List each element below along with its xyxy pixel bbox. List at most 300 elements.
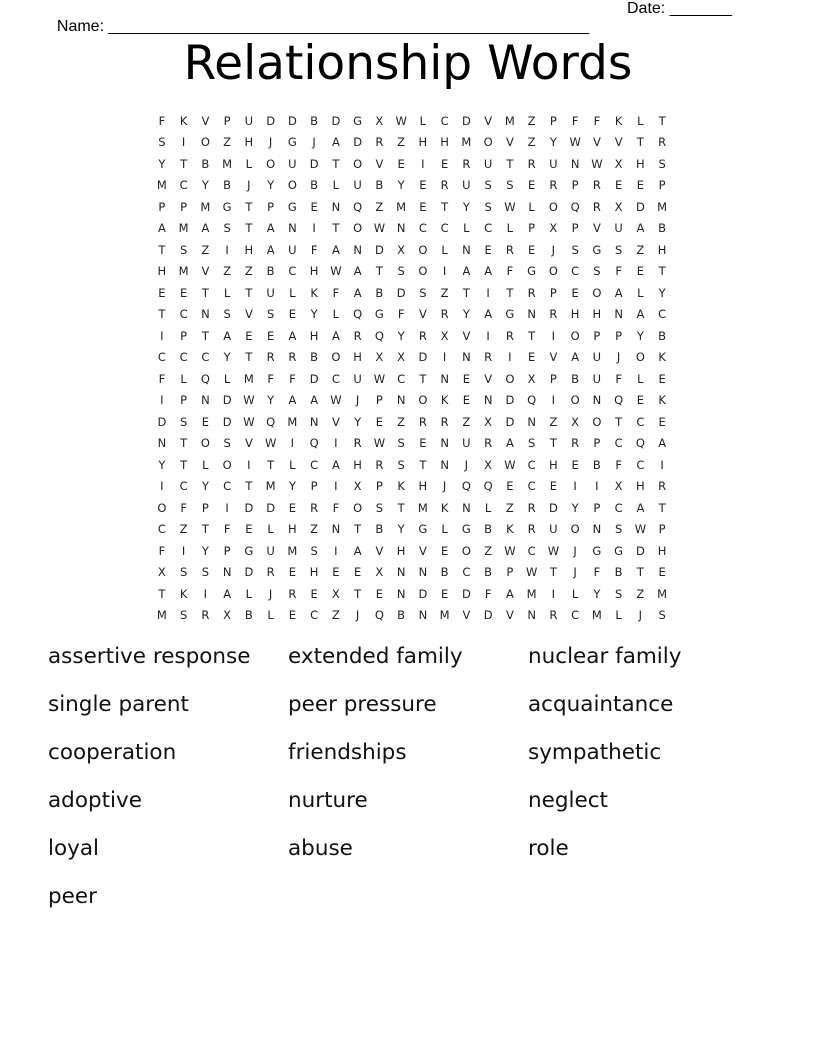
grid-letter: R xyxy=(527,156,536,171)
grid-letter: T xyxy=(528,328,536,343)
grid-letter: A xyxy=(571,350,580,365)
grid-letter: S xyxy=(593,264,601,279)
grid-letter: D xyxy=(244,500,254,515)
grid-letter: T xyxy=(549,565,557,580)
grid-letter: S xyxy=(223,307,231,322)
grid-letter: U xyxy=(614,221,623,236)
grid-letter: U xyxy=(288,156,297,171)
grid-letter: O xyxy=(353,156,363,171)
grid-letter: T xyxy=(506,156,514,171)
grid-letter: J xyxy=(442,479,447,494)
grid-letter: T xyxy=(658,264,666,279)
grid-letter: R xyxy=(353,436,362,451)
grid-letter: C xyxy=(658,307,667,322)
grid-letter: F xyxy=(332,500,340,515)
grid-letter: S xyxy=(571,242,579,257)
grid-letter: H xyxy=(570,307,580,322)
grid-letter: P xyxy=(593,436,601,451)
grid-letter: M xyxy=(156,178,167,193)
grid-letter: W xyxy=(373,371,386,386)
grid-letter: E xyxy=(288,307,297,322)
grid-letter: Q xyxy=(635,436,645,451)
grid-letter: I xyxy=(181,543,186,558)
grid-letter: E xyxy=(440,543,449,558)
grid-letter: S xyxy=(614,586,623,601)
grid-letter: X xyxy=(375,350,384,365)
grid-letter: Y xyxy=(571,500,579,515)
grid-letter: P xyxy=(375,393,383,408)
grid-letter: N xyxy=(440,457,449,472)
grid-letter: E xyxy=(571,457,579,472)
grid-letter: E xyxy=(201,414,210,429)
grid-letter: S xyxy=(506,178,514,193)
grid-letter: Y xyxy=(201,479,209,494)
grid-letter: E xyxy=(288,565,297,580)
word-bank-item: friendships xyxy=(288,740,407,765)
grid-letter: R xyxy=(440,307,449,322)
grid-letter: U xyxy=(483,156,493,171)
grid-letter: O xyxy=(570,393,580,408)
grid-letter: S xyxy=(179,608,188,623)
grid-letter: M xyxy=(178,264,189,279)
grid-letter: Z xyxy=(440,285,449,300)
grid-letter: Q xyxy=(614,393,624,408)
grid-letter: T xyxy=(158,242,166,257)
grid-letter: G xyxy=(287,135,297,150)
grid-letter: F xyxy=(310,242,318,257)
grid-letter: P xyxy=(593,328,601,343)
grid-letter: E xyxy=(658,414,666,429)
grid-letter: X xyxy=(440,328,449,343)
grid-letter: T xyxy=(245,199,253,214)
grid-letter: R xyxy=(592,178,601,193)
grid-letter: I xyxy=(486,328,490,343)
grid-letter: L xyxy=(332,178,340,193)
grid-letter: N xyxy=(396,586,406,601)
name-field-label: Name: ______________________________________________________ xyxy=(56,18,589,35)
grid-letter: S xyxy=(179,414,188,429)
grid-letter: B xyxy=(310,350,319,365)
grid-letter: Q xyxy=(309,436,319,451)
grid-letter: D xyxy=(331,113,341,128)
grid-letter: O xyxy=(570,328,580,343)
grid-letter: Q xyxy=(527,393,537,408)
grid-letter: L xyxy=(441,522,448,537)
grid-letter: J xyxy=(247,178,251,193)
grid-letter: T xyxy=(658,113,666,128)
grid-letter: Y xyxy=(267,393,275,408)
grid-letter: I xyxy=(203,586,208,601)
grid-letter: K xyxy=(440,500,449,515)
grid-letter: A xyxy=(484,264,493,279)
grid-row xyxy=(151,368,673,390)
grid-letter: T xyxy=(549,436,557,451)
grid-letter: T xyxy=(201,522,209,537)
grid-letter: I xyxy=(181,135,186,150)
grid-letter: T xyxy=(354,522,362,537)
grid-letter: U xyxy=(266,285,275,300)
grid-letter: U xyxy=(549,522,558,537)
grid-row xyxy=(151,433,673,455)
grid-letter: H xyxy=(440,135,449,150)
grid-letter: S xyxy=(484,199,492,214)
grid-letter: W xyxy=(264,436,277,451)
grid-letter: C xyxy=(157,522,166,537)
grid-letter: S xyxy=(614,522,623,537)
grid-letter: N xyxy=(462,350,471,365)
grid-letter: W xyxy=(330,264,342,279)
grid-letter: W xyxy=(395,113,407,128)
grid-letter: E xyxy=(288,608,297,623)
grid-letter: A xyxy=(310,393,319,408)
word-bank-item: nuclear family xyxy=(528,644,682,669)
grid-letter: H xyxy=(309,565,319,580)
grid-letter: I xyxy=(160,328,164,343)
grid-letter: H xyxy=(418,479,428,494)
grid-letter: P xyxy=(658,178,666,193)
grid-letter: H xyxy=(353,457,362,472)
grid-letter: R xyxy=(201,608,210,623)
grid-letter: G xyxy=(353,113,363,128)
grid-letter: P xyxy=(658,522,666,537)
grid-letter: N xyxy=(157,436,167,451)
grid-letter: D xyxy=(505,393,515,408)
grid-letter: H xyxy=(636,479,645,494)
grid-letter: R xyxy=(549,307,558,322)
grid-letter: E xyxy=(527,178,536,193)
grid-letter: E xyxy=(288,500,297,515)
grid-letter: O xyxy=(548,264,558,279)
grid-letter: N xyxy=(592,393,602,408)
grid-letter: E xyxy=(158,285,166,300)
grid-letter: R xyxy=(375,135,384,150)
grid-letter: F xyxy=(615,371,622,386)
grid-letter: R xyxy=(484,436,493,451)
grid-letter: C xyxy=(440,221,449,236)
grid-letter: Z xyxy=(484,543,493,558)
grid-letter: M xyxy=(243,371,254,386)
grid-letter: E xyxy=(527,242,536,257)
grid-letter: C xyxy=(440,113,449,128)
grid-letter: S xyxy=(614,242,623,257)
grid-letter: W xyxy=(373,221,386,236)
grid-letter: F xyxy=(615,264,622,279)
grid-letter: V xyxy=(462,328,471,343)
grid-letter: E xyxy=(310,199,318,214)
grid-letter: M xyxy=(178,221,189,236)
grid-letter: W xyxy=(634,522,647,537)
grid-letter: I xyxy=(508,350,512,365)
grid-letter: A xyxy=(505,436,514,451)
grid-letter: C xyxy=(179,350,188,365)
grid-letter: H xyxy=(657,543,667,558)
grid-letter: E xyxy=(462,371,471,386)
grid-letter: T xyxy=(158,307,166,322)
grid-letter: K xyxy=(506,522,514,537)
grid-letter: M xyxy=(461,135,472,150)
grid-letter: T xyxy=(462,285,470,300)
grid-letter: W xyxy=(525,565,538,580)
grid-letter: Q xyxy=(374,608,384,623)
grid-letter: X xyxy=(157,565,166,580)
grid-letter: D xyxy=(418,586,428,601)
grid-letter: D xyxy=(309,371,319,386)
grid-letter: N xyxy=(614,307,623,322)
grid-letter: M xyxy=(200,199,211,214)
grid-letter: I xyxy=(160,479,164,494)
grid-letter: F xyxy=(158,543,166,558)
word-bank-item: neglect xyxy=(528,788,608,813)
grid-letter: M xyxy=(439,608,450,623)
grid-letter: N xyxy=(527,608,536,623)
grid-letter: Q xyxy=(374,328,384,343)
grid-letter: C xyxy=(571,264,580,279)
grid-letter: N xyxy=(440,436,449,451)
grid-letter: U xyxy=(288,242,297,257)
grid-letter: Y xyxy=(158,457,166,472)
grid-letter: T xyxy=(245,350,253,365)
grid-letter: R xyxy=(505,328,514,343)
grid-letter: A xyxy=(353,285,362,300)
grid-letter: G xyxy=(592,242,602,257)
grid-letter: R xyxy=(288,586,297,601)
grid-letter: R xyxy=(440,414,449,429)
grid-letter: G xyxy=(592,543,602,558)
grid-letter: R xyxy=(658,479,667,494)
grid-letter: I xyxy=(551,328,556,343)
grid-letter: P xyxy=(180,328,188,343)
grid-letter: I xyxy=(225,500,229,515)
grid-letter: B xyxy=(614,565,623,580)
grid-letter: Y xyxy=(549,135,557,150)
grid-letter: E xyxy=(636,264,645,279)
grid-letter: E xyxy=(419,199,427,214)
grid-letter: F xyxy=(158,371,166,386)
grid-letter: O xyxy=(592,414,602,429)
grid-letter: Y xyxy=(593,586,601,601)
grid-letter: G xyxy=(461,522,471,537)
word-bank-item: single parent xyxy=(48,692,189,717)
grid-letter: T xyxy=(180,436,188,451)
grid-letter: R xyxy=(266,565,275,580)
grid-letter: V xyxy=(375,543,384,558)
grid-letter: D xyxy=(483,608,493,623)
grid-letter: S xyxy=(179,565,188,580)
grid-letter: T xyxy=(419,457,427,472)
grid-letter: G xyxy=(614,543,624,558)
grid-letter: J xyxy=(551,242,556,257)
grid-letter: T xyxy=(441,199,449,214)
grid-letter: R xyxy=(375,457,384,472)
grid-letter: K xyxy=(658,393,666,408)
grid-letter: O xyxy=(222,457,232,472)
grid-letter: T xyxy=(636,135,644,150)
grid-letter: P xyxy=(223,113,231,128)
grid-letter: W xyxy=(591,156,603,171)
grid-letter: V xyxy=(375,156,384,171)
grid-letter: T xyxy=(180,457,188,472)
grid-letter: A xyxy=(266,242,275,257)
grid-letter: J xyxy=(268,135,273,150)
grid-letter: C xyxy=(636,457,645,472)
grid-letter: Z xyxy=(331,608,340,623)
grid-letter: T xyxy=(267,457,275,472)
word-bank-item: role xyxy=(528,836,569,861)
grid-letter: J xyxy=(268,586,273,601)
grid-letter: C xyxy=(331,371,340,386)
grid-letter: P xyxy=(571,221,579,236)
grid-letter: B xyxy=(658,221,667,236)
grid-letter: P xyxy=(223,543,231,558)
grid-letter: P xyxy=(593,500,601,515)
grid-letter: Y xyxy=(201,178,209,193)
grid-letter: X xyxy=(527,371,536,386)
grid-row xyxy=(151,605,673,627)
grid-letter: U xyxy=(549,156,558,171)
grid-letter: L xyxy=(289,285,296,300)
grid-letter: L xyxy=(332,307,340,322)
grid-letter: M xyxy=(156,608,167,623)
grid-letter: P xyxy=(310,479,318,494)
grid-letter: C xyxy=(614,436,623,451)
grid-letter: S xyxy=(419,285,427,300)
grid-letter: L xyxy=(571,586,579,601)
grid-letter: R xyxy=(549,608,558,623)
grid-letter: E xyxy=(484,242,492,257)
grid-row xyxy=(151,196,673,218)
grid-letter: D xyxy=(244,565,254,580)
grid-letter: T xyxy=(658,500,666,515)
grid-row xyxy=(151,261,673,283)
grid-letter: R xyxy=(484,350,493,365)
grid-letter: F xyxy=(571,113,579,128)
grid-letter: W xyxy=(373,436,386,451)
grid-letter: M xyxy=(657,199,668,214)
grid-letter: E xyxy=(419,178,427,193)
grid-row xyxy=(151,562,673,584)
grid-letter: Z xyxy=(527,135,536,150)
grid-letter: R xyxy=(353,328,362,343)
grid-letter: O xyxy=(157,500,167,515)
grid-letter: Q xyxy=(353,199,363,214)
grid-letter: R xyxy=(571,436,580,451)
grid-letter: C xyxy=(179,178,188,193)
grid-letter: H xyxy=(549,457,558,472)
grid-letter: E xyxy=(440,586,449,601)
grid-letter: T xyxy=(245,479,253,494)
grid-letter: O xyxy=(200,135,210,150)
grid-letter: H xyxy=(309,264,319,279)
grid-letter: Z xyxy=(179,522,188,537)
grid-letter: P xyxy=(180,393,188,408)
grid-letter: E xyxy=(506,479,514,494)
grid-letter: D xyxy=(635,199,645,214)
grid-letter: E xyxy=(462,393,471,408)
grid-letter: I xyxy=(334,479,338,494)
grid-row xyxy=(151,583,673,605)
grid-letter: L xyxy=(267,608,274,623)
grid-letter: N xyxy=(331,199,341,214)
grid-letter: E xyxy=(527,350,536,365)
grid-letter: R xyxy=(505,242,514,257)
grid-letter: U xyxy=(592,350,602,365)
grid-letter: T xyxy=(332,156,340,171)
grid-letter: Y xyxy=(288,479,296,494)
grid-letter: D xyxy=(309,156,319,171)
grid-letter: Y xyxy=(636,328,644,343)
grid-letter: C xyxy=(527,457,536,472)
grid-letter: D xyxy=(266,500,276,515)
grid-letter: S xyxy=(397,457,405,472)
grid-letter: E xyxy=(419,436,427,451)
grid-letter: V xyxy=(592,221,601,236)
grid-row xyxy=(151,239,673,261)
grid-letter: J xyxy=(616,350,621,365)
grid-letter: C xyxy=(288,264,297,279)
grid-letter: I xyxy=(595,479,599,494)
word-bank-item: assertive response xyxy=(48,644,251,669)
grid-letter: M xyxy=(287,543,298,558)
grid-row xyxy=(151,390,673,412)
grid-row xyxy=(151,540,673,562)
word-bank-item: sympathetic xyxy=(528,740,662,765)
grid-letter: B xyxy=(310,178,319,193)
grid-letter: I xyxy=(551,393,556,408)
grid-letter: F xyxy=(158,113,166,128)
grid-letter: X xyxy=(353,479,362,494)
grid-letter: N xyxy=(201,393,210,408)
grid-letter: O xyxy=(287,178,297,193)
header xyxy=(48,0,768,35)
grid-letter: C xyxy=(179,479,188,494)
grid-row xyxy=(151,454,673,476)
grid-letter: Y xyxy=(462,307,470,322)
grid-letter: C xyxy=(157,350,166,365)
grid-letter: P xyxy=(528,221,536,236)
grid-letter: D xyxy=(157,414,167,429)
grid-letter: O xyxy=(266,156,276,171)
grid-letter: A xyxy=(331,457,340,472)
grid-letter: Y xyxy=(397,522,405,537)
grid-letter: Z xyxy=(310,522,319,537)
grid-letter: E xyxy=(179,285,188,300)
grid-letter: B xyxy=(571,371,580,386)
date-field-label: Date: _______ xyxy=(627,0,732,17)
grid-letter: A xyxy=(484,307,493,322)
grid-letter: N xyxy=(440,371,449,386)
grid-letter: G xyxy=(374,307,384,322)
grid-letter: X xyxy=(614,199,623,214)
grid-row xyxy=(151,411,673,433)
grid-letter: T xyxy=(180,156,188,171)
grid-letter: C xyxy=(310,608,319,623)
grid-letter: N xyxy=(309,414,319,429)
grid-letter: A xyxy=(614,285,623,300)
grid-letter: S xyxy=(223,436,231,451)
grid-letter: P xyxy=(267,199,275,214)
grid-letter: B xyxy=(201,156,210,171)
grid-letter: I xyxy=(442,264,447,279)
word-bank-item: loyal xyxy=(48,836,99,861)
grid-letter: A xyxy=(266,221,275,236)
word-bank-item: cooperation xyxy=(48,740,177,765)
grid-letter: I xyxy=(290,436,295,451)
grid-letter: Q xyxy=(353,307,363,322)
grid-letter: D xyxy=(222,393,232,408)
grid-letter: C xyxy=(179,307,188,322)
grid-letter: T xyxy=(354,586,362,601)
grid-letter: R xyxy=(440,178,449,193)
